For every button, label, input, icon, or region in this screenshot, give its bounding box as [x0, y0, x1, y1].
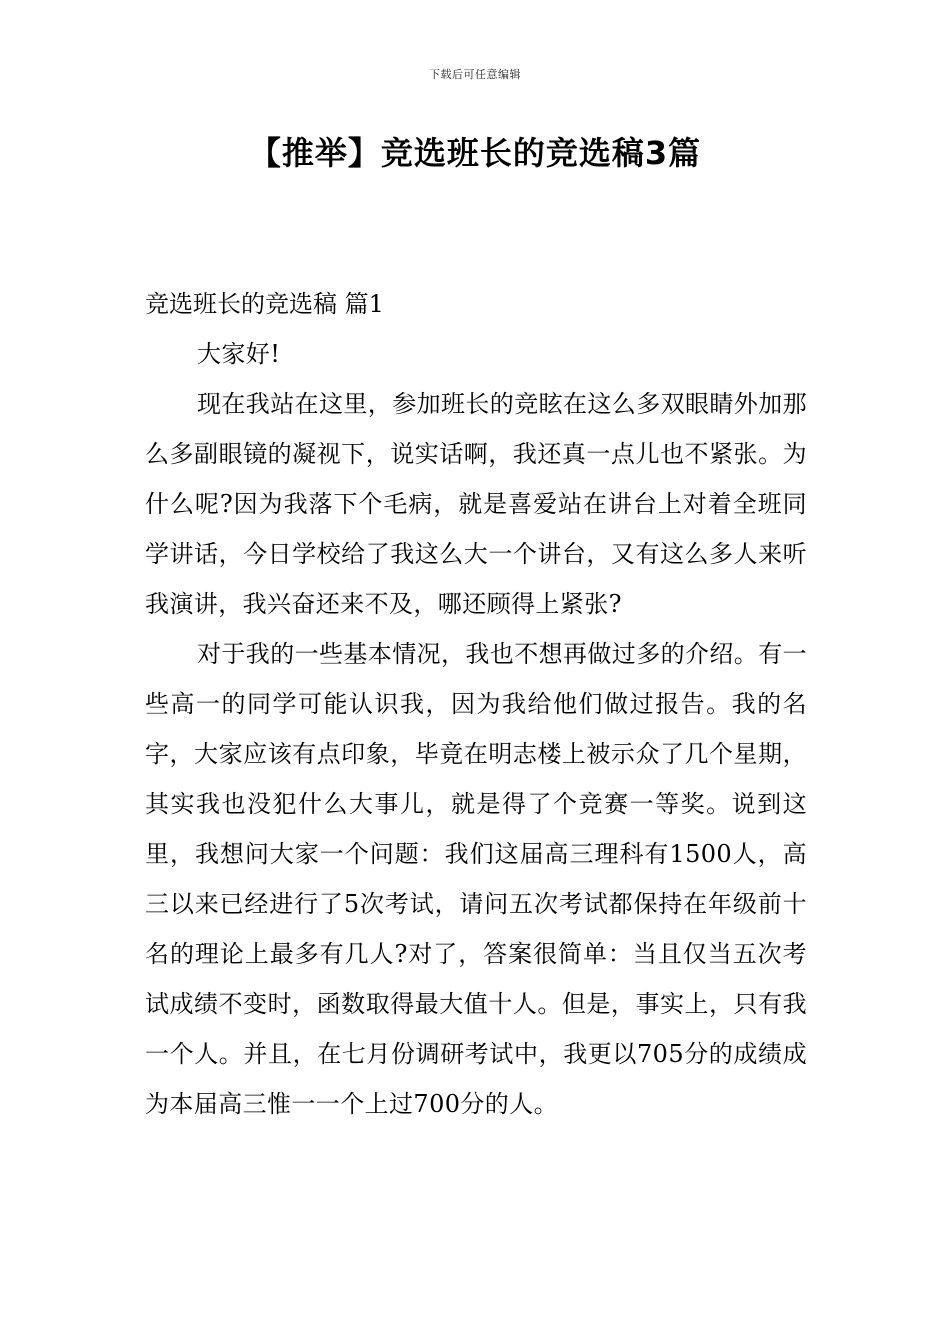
- document-body: [145, 279, 807, 1129]
- section-heading: 竞选班长的竞选稿 篇1: [145, 290, 384, 318]
- paragraph-greeting: 大家好!: [197, 340, 281, 368]
- header-note: 下载后可任意编辑: [429, 68, 521, 81]
- paragraph-intro: 现在我站在这里，参加班长的竞眩在这么多双眼睛外加那么多副眼镜的凝视下，说实话啊，我还真一点儿也不紧张。为什么呢?因为我落下个毛病，就是喜爱站在讲台上对着全班同学讲话，今日学校给了我这么大一个讲台，又有这么多人来听我演讲，我兴奋还来不及，哪还顾得上紧张?: [145, 390, 807, 618]
- paragraph-background: 对于我的一些基本情况，我也不想再做过多的介绍。有一些高一的同学可能认识我，因为我给他们做过报告。我的名字，大家应该有点印象，毕竟在明志楼上被示众了几个星期，其实我也没犯什么大事儿，就是得了个竞赛一等奖。说到这里，我想问大家一个问题：我们这届高三理科有1500人，高三以来已经进行了5次考试，请问五次考试都保持在年级前十名的理论上最多有几人?对了，答案很简单：当且仅当五次考试成绩不变时，函数取得最大值十人。但是，事实上，只有我一个人。并且，在七月份调研考试中，我更以705分的成绩成为本届高三惟一一个上过700分的人。: [145, 640, 807, 1118]
- document-title: 【推举】竞选班长的竞选稿3篇: [248, 134, 702, 172]
